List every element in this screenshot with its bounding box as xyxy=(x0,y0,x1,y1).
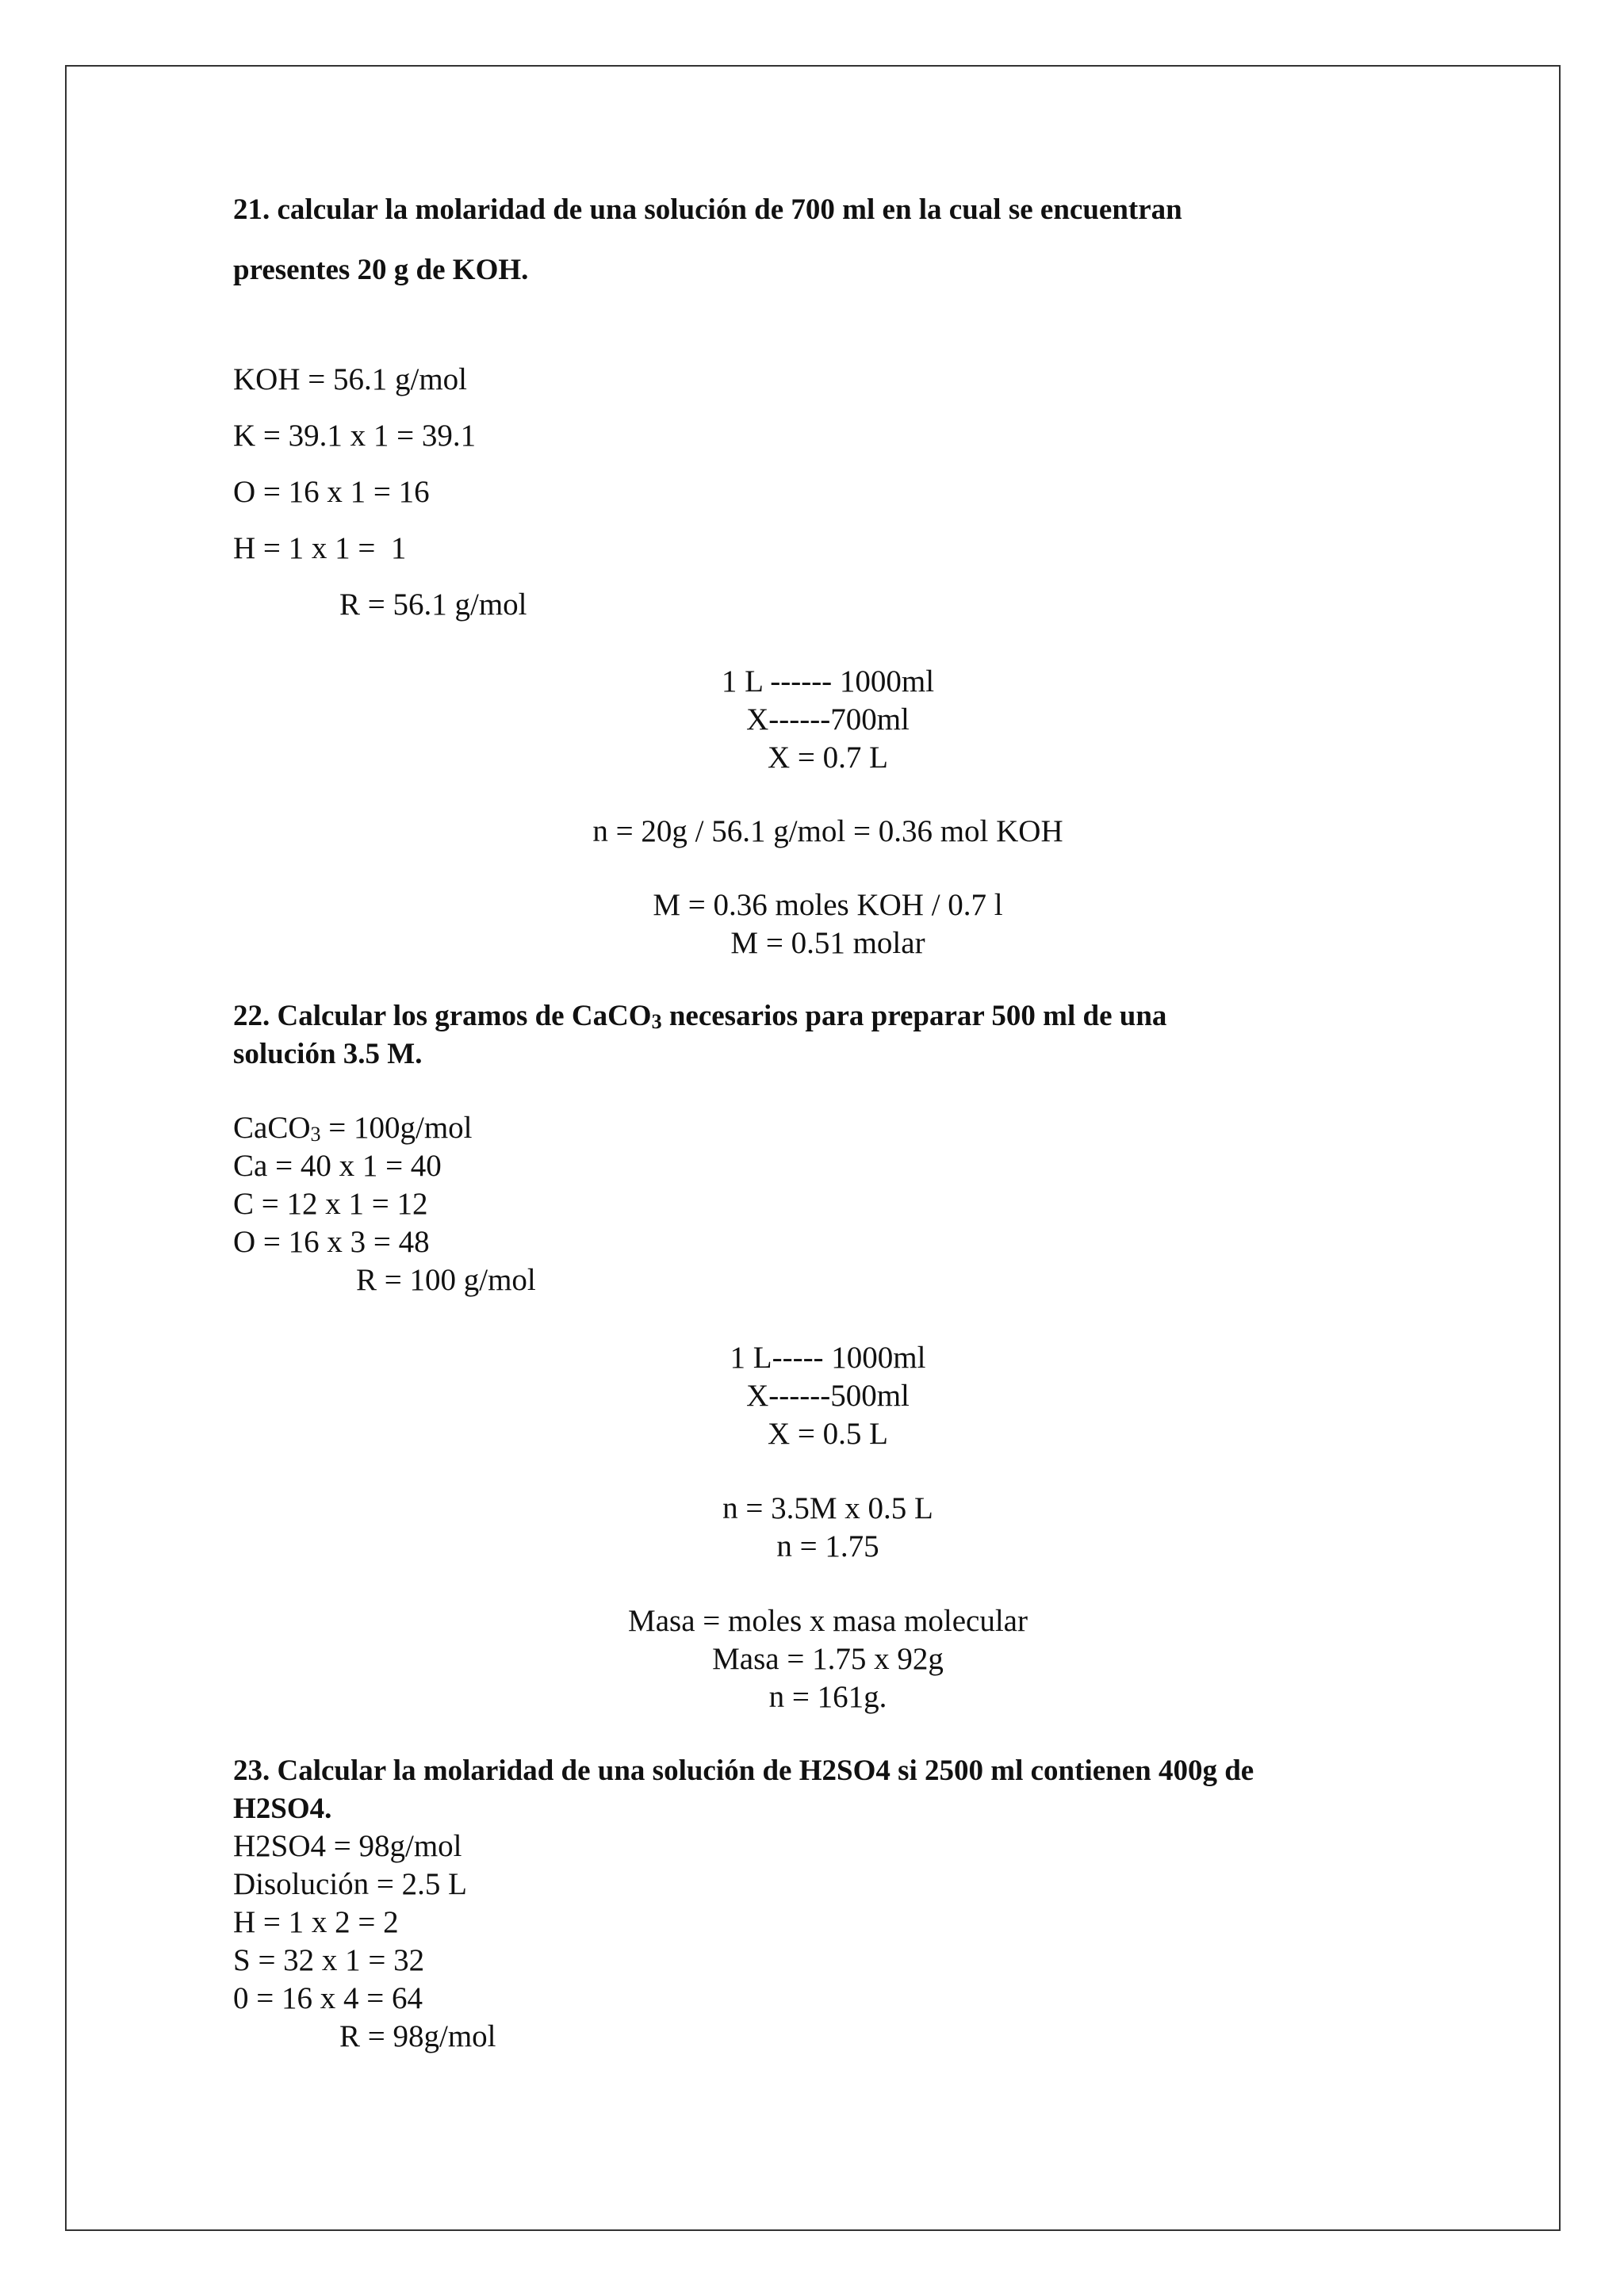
q21-formula: KOH = 56.1 g/mol xyxy=(233,362,467,396)
q21-result: R = 56.1 g/mol xyxy=(339,587,527,622)
q22-formula xyxy=(233,1109,1423,1147)
q22-conversion-2: X------500ml xyxy=(746,1379,910,1413)
q23-h-line: H = 1 x 2 = 2 xyxy=(233,1905,399,1939)
q22-c-line: C = 12 x 1 = 12 xyxy=(233,1187,428,1221)
q22-title-line1 xyxy=(233,997,1423,1035)
q21-title-line2: presentes 20 g de KOH. xyxy=(233,254,529,286)
q22-mass-2: Masa = 1.75 x 92g xyxy=(712,1642,944,1676)
q22-conversion-1: 1 L----- 1000ml xyxy=(730,1341,926,1375)
q22-title-sub: 3 xyxy=(651,1010,662,1033)
q23-o-line: 0 = 16 x 4 = 64 xyxy=(233,1981,423,2015)
q22-conversion-3: X = 0.5 L xyxy=(768,1417,888,1451)
q23-s-line: S = 32 x 1 = 32 xyxy=(233,1943,425,1977)
q22-result: R = 100 g/mol xyxy=(356,1263,536,1297)
q21-title-line1: 21. calcular la molaridad de una solución de 700 ml en la cual se encuentran xyxy=(233,193,1182,226)
q22-mass-3: n = 161g. xyxy=(768,1680,887,1714)
q22-title-pre: 22. Calcular los gramos de CaCO xyxy=(233,1000,652,1032)
q22-formula-sub: 3 xyxy=(310,1123,321,1146)
q23-title-line2: H2SO4. xyxy=(233,1793,332,1825)
q21-k-line: K = 39.1 x 1 = 39.1 xyxy=(233,419,477,453)
q21-molarity-2: M = 0.51 molar xyxy=(730,926,925,960)
q22-o-line: O = 16 x 3 = 48 xyxy=(233,1225,430,1259)
q23-formula: H2SO4 = 98g/mol xyxy=(233,1829,462,1863)
q21-o-line: O = 16 x 1 = 16 xyxy=(233,475,430,509)
q21-conversion-3: X = 0.7 L xyxy=(768,740,888,775)
q22-n-1: n = 3.5M x 0.5 L xyxy=(722,1491,933,1525)
q21-conversion-1: 1 L ------ 1000ml xyxy=(721,664,935,698)
q23-dissolution: Disolución = 2.5 L xyxy=(233,1867,467,1901)
q23-result: R = 98g/mol xyxy=(339,2019,496,2053)
q22-title-post: necesarios para preparar 500 ml de una xyxy=(661,1000,1167,1032)
q21-conversion-2: X------700ml xyxy=(746,702,910,737)
q22-formula-pre: CaCO xyxy=(233,1111,311,1145)
q23-title-line1: 23. Calcular la molaridad de una solución de H2SO4 si 2500 ml contienen 400g de xyxy=(233,1755,1254,1787)
q22-mass-1: Masa = moles x masa molecular xyxy=(628,1604,1028,1638)
q22-formula-post: = 100g/mol xyxy=(320,1111,473,1145)
q22-n-2: n = 1.75 xyxy=(776,1529,879,1563)
q22-ca-line: Ca = 40 x 1 = 40 xyxy=(233,1149,442,1183)
q22-title-line2: solución 3.5 M. xyxy=(233,1038,423,1070)
q21-h-line: H = 1 x 1 = 1 xyxy=(233,531,407,565)
q21-moles: n = 20g / 56.1 g/mol = 0.36 mol KOH xyxy=(592,814,1063,848)
q21-molarity-1: M = 0.36 moles KOH / 0.7 l xyxy=(653,888,1003,922)
